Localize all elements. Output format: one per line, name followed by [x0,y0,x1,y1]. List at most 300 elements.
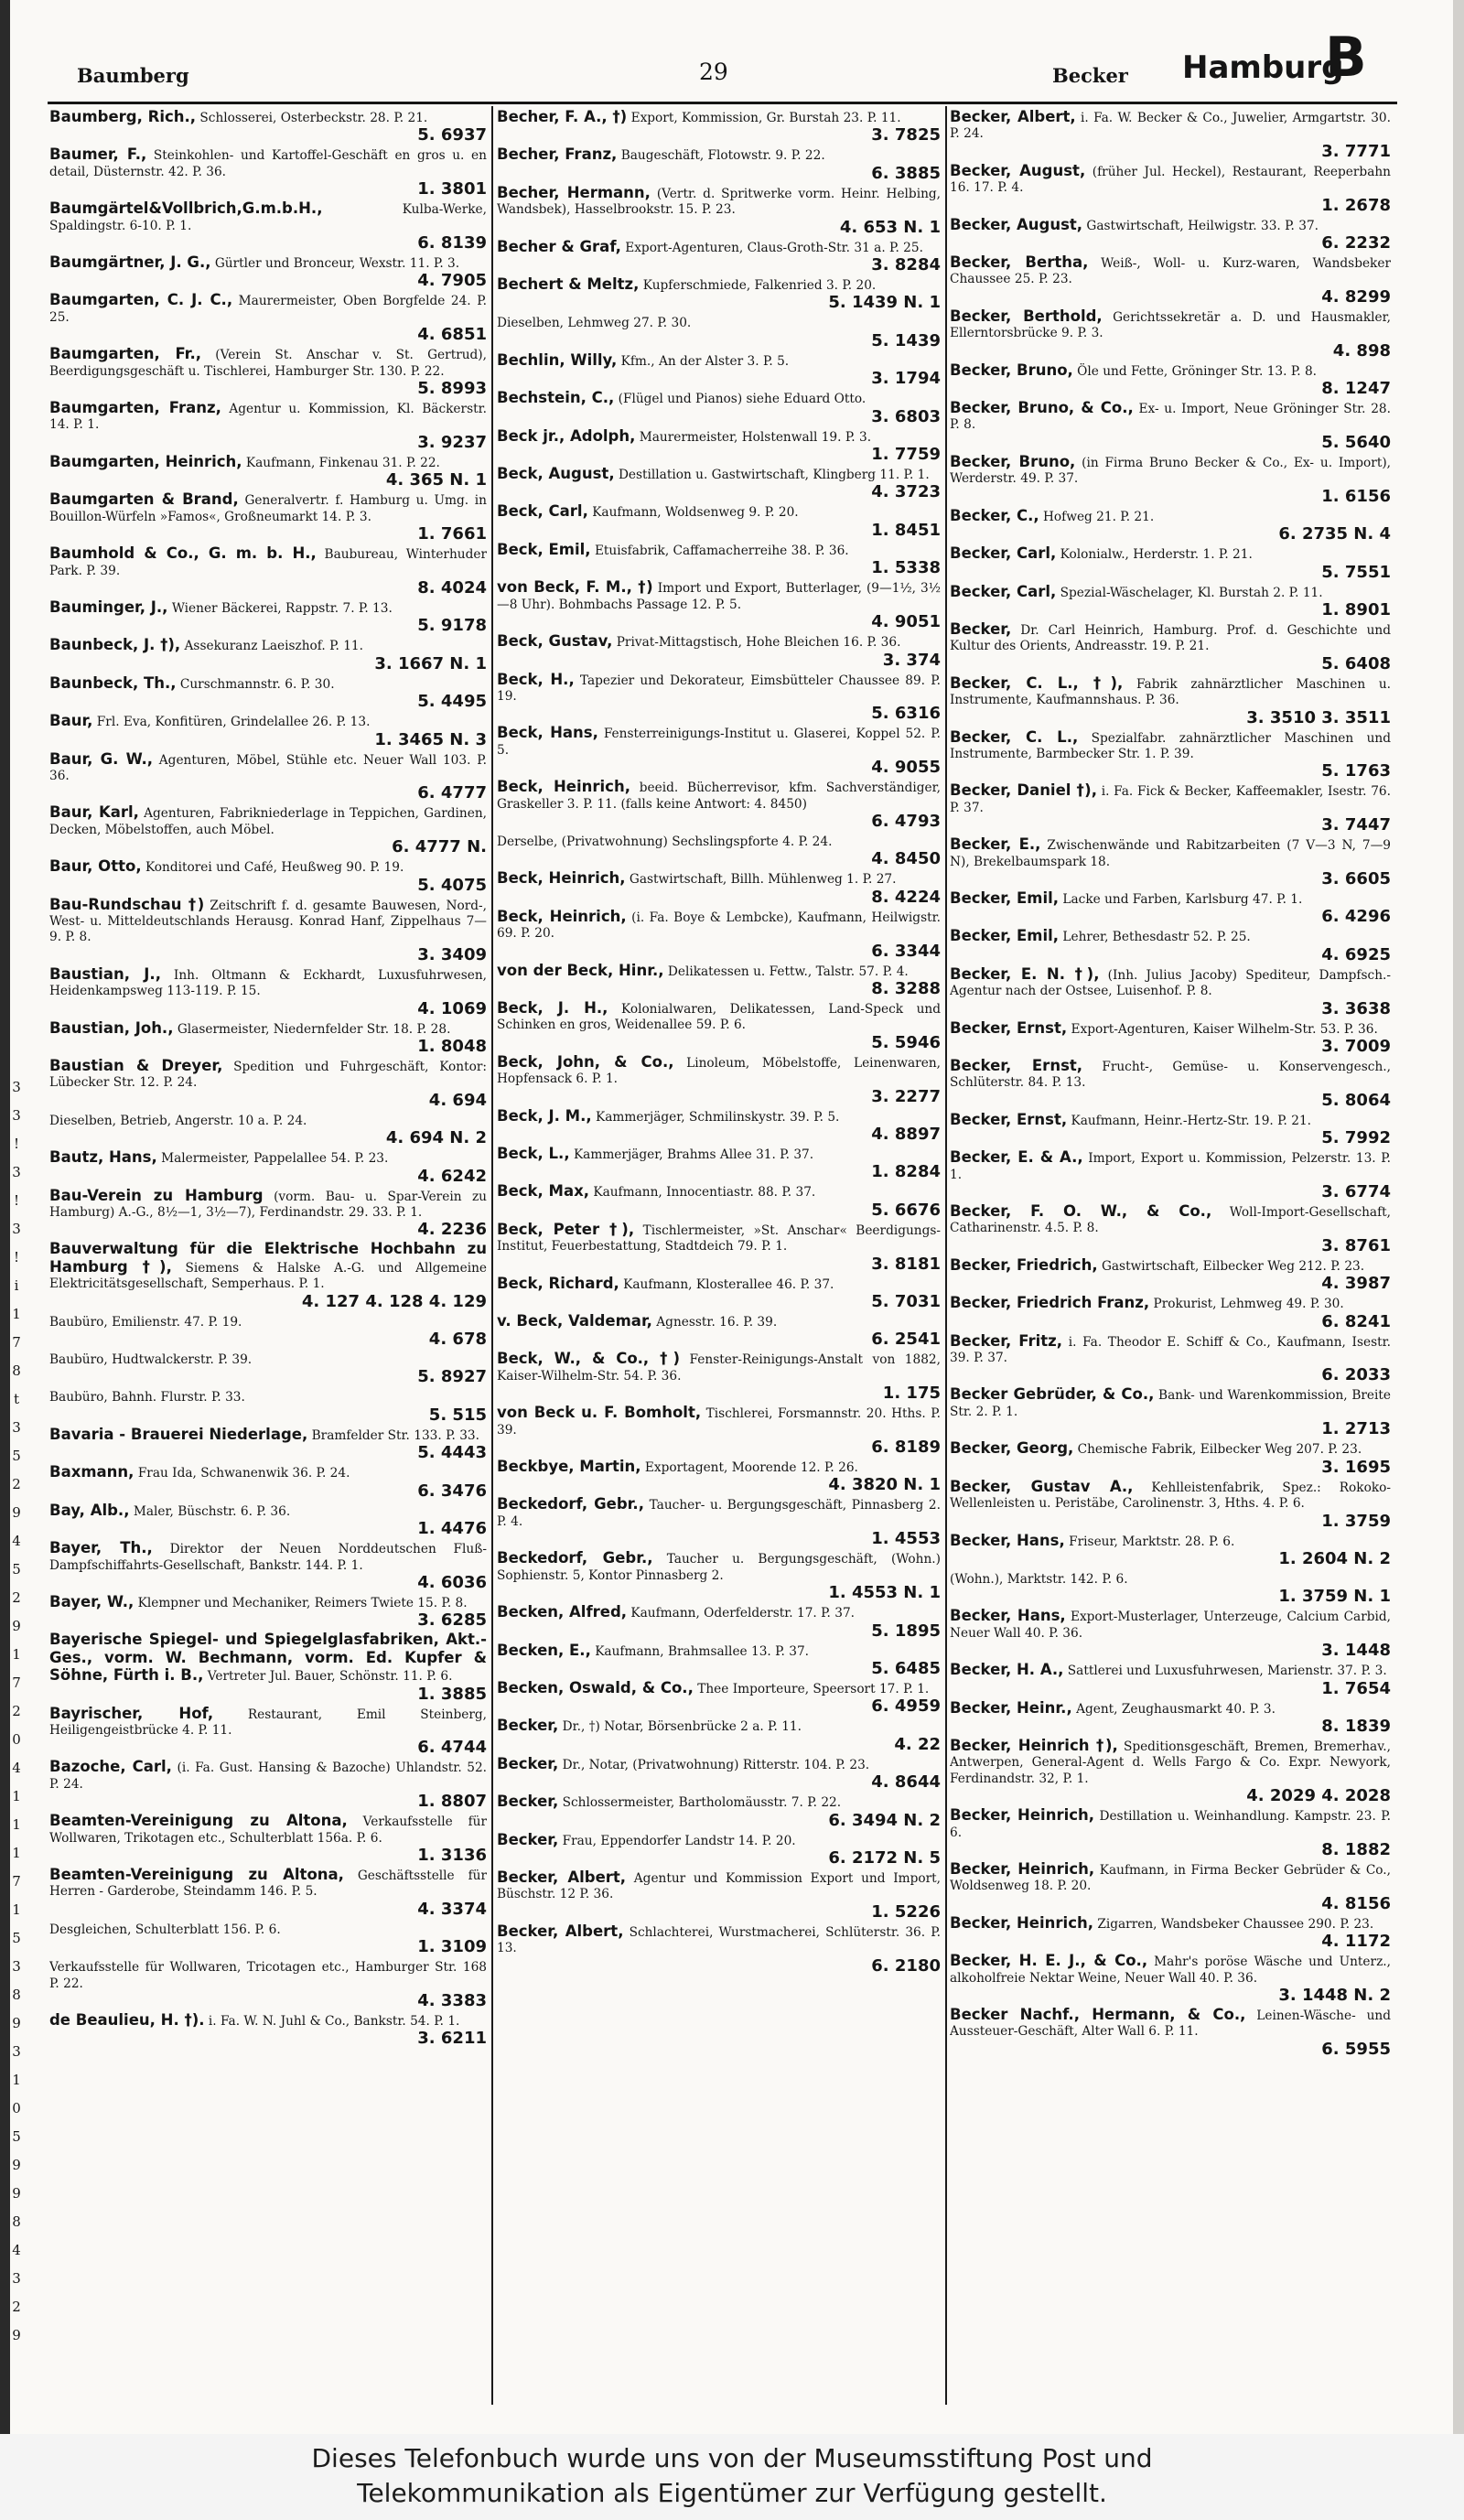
entry-name: Becker, [497,1793,559,1811]
margin-fragment: 4 [12,1760,21,1776]
entry-phone-number: 4. 9051 [871,612,941,632]
directory-entry [950,928,1391,964]
entry-phone-number: 1. 4553 [871,1529,941,1549]
entry-phone-number: 5. 8927 [417,1367,487,1387]
entry-details: Kammerjäger, Schmilinskystr. 39. P. 5. [596,1109,840,1125]
entry-details: Export, Kommission, Gr. Burstah 23. P. 11. [630,111,901,125]
directory-entry [950,400,1391,452]
entry-details: Spedition und Fuhrgeschäft, Kontor: Lübecker Str. 12. P. 24. [49,1060,487,1091]
entry-name: Beckedorf, Gebr., [497,1549,653,1567]
entry-phone-number: 5. 515 [428,1405,487,1425]
directory-entry [497,1000,941,1052]
directory-entry [49,1867,487,1919]
entry-name: Becker, [497,1754,559,1772]
directory-entry [49,2012,487,2048]
margin-fragment: 2 [12,1703,21,1719]
entry-details: Baubüro, Bahnh. Flurstr. P. 33. [49,1390,245,1405]
directory-entry [497,503,941,539]
entry-details: Dr., †) Notar, Börsenbrücke 2 a. P. 11. [562,1719,802,1735]
entry-details: Tapezier und Dekorateur, Eimsbütteler Chaussee 89. P. 19. [497,673,941,704]
directory-entry [950,782,1391,835]
entry-phone-number: 4. 127 4. 128 4. 129 [301,1291,487,1311]
entry-details: (i. Fa. Gust. Hansing & Bazoche) Uhlandstr. 52. P. 24. [49,1761,487,1792]
margin-fragment: 4 [12,2242,21,2258]
directory-entry [950,1570,1391,1606]
entry-details: Import, Export u. Kommission, Pelzerstr. 13. P. 1. [950,1151,1391,1182]
entry-details: Konditorei und Café, Heußweg 90. P. 19. [145,860,404,876]
entry-name: Baustian & Dreyer, [49,1057,223,1074]
entry-details: Assekuranz Laeiszhof. P. 11. [184,639,363,654]
entry-phone-number: 3. 7009 [1321,1037,1391,1056]
entry-phone-number: 1. 6156 [1321,486,1391,506]
directory-entry [497,1642,941,1678]
entry-name: Beck, Emil, [497,540,591,558]
column-rule [491,106,493,2405]
entry-name: Bautz, Hans, [49,1148,157,1167]
entry-phone-number: 6. 2232 [1321,233,1391,253]
entry-phone-number: 1. 5338 [871,558,941,578]
entry-name: Beck, H., [497,670,575,688]
entry-phone-number: 5. 7031 [871,1292,941,1312]
entry-phone-number: 6. 2541 [871,1330,941,1350]
entry-phone-number: 6. 4744 [417,1738,487,1758]
entry-phone-number: 5. 8993 [417,379,487,399]
entry-details: Kaufmann, Heinr.-Hertz-Str. 19. P. 21. [1071,1113,1312,1128]
margin-fragment: 3 [12,1419,21,1436]
entry-name: Beck, Max, [497,1182,589,1201]
entry-details: (vorm. Bau- u. Spar-Verein zu Hamburg) A.-G., 8½—1, 3½—7), Ferdinandstr. 29. 33. P. 1. [49,1189,487,1221]
margin-fragments [10,0,23,2434]
entry-details: i. Fa. Fick & Becker, Kaffeemakler, Isestr. 76. P. 37. [950,784,1391,815]
entry-details: Dr., Notar, (Privatwohnung) Ritterstr. 104. P. 23. [562,1757,870,1772]
entry-name: Becker, C. L., †), [950,673,1124,692]
entry-name: Beck, August, [497,465,615,483]
margin-fragment: 5 [12,2128,21,2145]
entry-phone-number: 3. 3638 [1321,998,1391,1018]
entry-details: Gastwirtschaft, Heilwigstr. 33. P. 37. [1086,218,1319,233]
entry-name: Bayer, W., [49,1592,135,1610]
margin-fragment: 1 [12,1646,21,1663]
entry-name: Becher, Hermann, [497,183,651,201]
entry-details: Kaufmann, Innocentiastr. 88. P. 37. [593,1185,816,1201]
entry-name: Becker, August, [950,215,1083,233]
entry-details: Tischlerei, Forsmannstr. 20. Hths. P. 39. [497,1406,941,1438]
margin-fragment: 3 [12,1079,21,1095]
entry-name: Becker, C. L., [950,727,1079,746]
entry-phone-number: 3. 9237 [417,432,487,452]
entry-phone-number: 5. 6408 [1321,653,1391,673]
entry-name: Beck, Carl, [497,502,588,521]
entry-name: v. Beck, Valdemar, [497,1312,652,1330]
entry-phone-number: 3. 1667 N. 1 [374,653,487,673]
page-edge [1453,0,1464,2434]
directory-entry [497,909,941,961]
directory-entry [497,779,941,831]
entry-details: Lacke und Farben, Karlsburg 47. P. 1. [1062,891,1303,907]
directory-entry [497,239,941,275]
margin-fragment: i [14,1277,19,1294]
entry-phone-number: 8. 4024 [417,577,487,598]
entry-details: Mahr's poröse Wäsche und Unterz., alkoholfreie Nektar Weine, Neuer Wall 40. P. 36. [950,1955,1391,1986]
directory-entry [49,200,487,253]
directory-entry [49,1388,487,1424]
directory-entry [497,1405,941,1457]
entry-name: Baur, [49,712,93,730]
directory-entry [497,870,941,906]
entry-phone-number: 6. 2735 N. 4 [1278,524,1391,544]
entry-details: Kehlleistenfabrik, Spez.: Rokoko-Wellenleisten u. Peristäbe, Carolinenstr. 3, Hths. 4. P. 6. [950,1480,1391,1512]
margin-fragment: 1 [12,1845,21,1861]
entry-details: Destillation u. Weinhandlung. Kampstr. 23. P. 6. [950,1809,1391,1840]
margin-fragment: 7 [12,1675,21,1691]
entry-details: Woll-Import-Gesellschaft, Catharinenstr. 4.5. P. 8. [950,1205,1391,1236]
entry-name: Becker, Ernst, [950,1057,1083,1074]
entry-name: Becker, [950,619,1012,638]
entry-details: Ex- u. Import, Neue Gröninger Str. 28. P. 8. [950,402,1391,433]
directory-entry [950,1533,1391,1568]
page-number: 29 [699,59,728,85]
entry-details: Geschäftsstelle für Herren - Garderobe, Steindamm 146. P. 5. [49,1868,487,1900]
directory-entry [49,897,487,964]
entry-name: Baxmann, [49,1463,135,1481]
entry-phone-number: 4. 3383 [417,1991,487,2010]
entry-details: Thee Importeure, Speersort 17. P. 1. [697,1681,930,1696]
entry-details: Fabrik zahnärztlicher Maschinen u. Instrumente, Kaufmannshaus. P. 36. [950,676,1391,708]
entry-phone-number: 6. 8189 [871,1438,941,1458]
entry-name: Becker, Heinrich, [950,1806,1095,1825]
entry-details: Spezial-Wäschelager, Kl. Burstah 2. P. 11. [1060,585,1323,600]
entry-name: Becher, Franz, [497,145,618,164]
margin-fragment: 0 [12,2100,21,2116]
entry-name: Becher, F. A., †) [497,109,628,125]
entry-name: Becken, Alfred, [497,1603,628,1621]
entry-details: Frau Ida, Schwanenwik 36. P. 24. [137,1466,350,1481]
margin-fragment: 2 [12,2299,21,2315]
directory-entry [497,1832,941,1868]
entry-details: Gürtler und Bronceur, Wexstr. 11. P. 3. [214,256,460,272]
directory-entry [497,1718,941,1753]
entry-name: Becker, Emil, [950,927,1060,945]
margin-fragment: 9 [12,2185,21,2202]
entry-phone-number: 3. 1695 [1321,1457,1391,1477]
entry-details: (Verein St. Anschar v. St. Gertrud), Beerdigungsgeschäft u. Tischlerei, Hamburger Str. 130. P. 22. [49,348,487,379]
entry-details: Agenturen, Möbel, Stühle etc. Neuer Wall 103. P. 36. [49,752,487,783]
column-rule [945,106,947,2405]
directory-entry [950,836,1391,888]
entry-phone-number: 1. 3759 N. 1 [1278,1587,1391,1607]
entry-details: Baugeschäft, Flotowstr. 9. P. 22. [620,148,825,164]
entry-name: Beamten-Vereinigung zu Altona, [49,1865,344,1883]
entry-name: Becker, Bruno, [950,361,1073,379]
entry-name: Becker, F. O. W., & Co., [950,1202,1212,1221]
directory-entry [497,185,941,237]
entry-name: Becken, E., [497,1641,591,1659]
entry-name: Baustian, J., [49,964,161,983]
entry-details: Kfm., An der Alster 3. P. 5. [620,353,790,369]
entry-name: Becker, Hans, [950,1607,1066,1625]
entry-phone-number: 1. 5226 [871,1901,941,1922]
entry-name: Becker, Heinrich, [950,1859,1095,1878]
entry-phone-number: 5. 9178 [417,616,487,636]
directory-entry [49,1149,487,1185]
entry-name: Beck, J. H., [497,998,608,1017]
directory-entry [950,545,1391,581]
entry-phone-number: 1. 3801 [417,179,487,199]
directory-entry [950,1807,1391,1859]
entry-details: (Flügel und Pianos) siehe Eduard Otto. [618,392,867,407]
entry-details: Agentur u. Kommission, Kl. Bäckerstr. 14. P. 1. [49,402,487,433]
directory-entry [950,1953,1391,2005]
book-spine [0,0,10,2434]
entry-name: Becker, H. E. J., & Co., [950,1952,1148,1970]
entry-name: Beck, W., & Co., †) [497,1350,681,1368]
directory-entry [497,963,941,998]
margin-fragment: 3 [12,1221,21,1237]
entry-phone-number: 4. 8299 [1321,286,1391,307]
entry-name: Becker, Emil, [950,888,1060,907]
entry-details: Kaufmann, in Firma Becker Gebrüder & Co., Woldsenweg 18. P. 20. [950,1862,1391,1894]
directory-entry [950,217,1391,253]
entry-phone-number: 4. 8156 [1321,1893,1391,1913]
section-letter: B [1325,26,1367,90]
entry-phone-number: 4. 2029 4. 2028 [1246,1786,1391,1806]
entry-name: Bauverwaltung für die Elektrische Hochbahn zu Hamburg †), [49,1240,487,1276]
directory-entry [950,1257,1391,1293]
directory-entry [497,428,941,464]
directory-entry [49,254,487,290]
ownership-notice-line-2: Telekommunikation als Eigentümer zur Verfügung gestellt. [357,2478,1107,2508]
entry-name: Becker, Carl, [950,582,1057,600]
entry-phone-number: 1. 3136 [417,1845,487,1865]
entry-details: Zwischenwände und Rabitzarbeiten (7 V—3 N, 7—9 N), Brekelbaumspark 18. [950,838,1391,869]
entry-phone-number: 5. 6676 [871,1200,941,1220]
entry-name: Becker, Daniel †), [950,781,1097,800]
entry-phone-number: 1. 7759 [871,445,941,465]
entry-phone-number: 4. 6036 [417,1572,487,1592]
directory-column-3 [950,109,1391,2401]
directory-entry [49,966,487,1018]
directory-entry [950,1149,1391,1201]
entry-phone-number: 1. 3885 [417,1684,487,1704]
entry-name: von Beck u. F. Bomholt, [497,1404,702,1422]
entry-details: Kammerjäger, Brahms Allee 31. P. 37. [573,1147,814,1162]
entry-details: Etuisfabrik, Caffamacherreihe 38. P. 36. [594,543,849,558]
entry-name: Beck, J. M., [497,1106,592,1125]
entry-details: Friseur, Marktstr. 28. P. 6. [1069,1534,1235,1549]
entry-name: Baur, G. W., [49,749,153,768]
entry-phone-number: 3. 7447 [1321,815,1391,835]
entry-details: Taucher- u. Bergungsgeschäft, Pinnasberg 2. P. 4. [497,1498,941,1529]
directory-entry [49,1058,487,1110]
entry-phone-number: 4. 8450 [871,849,941,869]
directory-entry [497,1351,941,1403]
entry-details: Hofweg 21. P. 21. [1043,509,1155,524]
entry-details: Bank- und Warenkommission, Breite Str. 2. P. 1. [950,1388,1391,1419]
directory-entry [950,1662,1391,1697]
entry-details: Weiß-, Woll- u. Kurz-waren, Wandsbeker Chaussee 25. P. 23. [950,256,1391,287]
entry-name: Baumgärtel&Vollbrich,G.m.b.H., [49,199,323,218]
entry-name: de Beaulieu, H. †). [49,2011,205,2029]
entry-phone-number: 4. 898 [1332,340,1391,361]
entry-phone-number: 3. 6285 [417,1610,487,1631]
entry-phone-number: 6. 2033 [1321,1365,1391,1385]
entry-details: Exportagent, Moorende 12. P. 26. [644,1460,858,1476]
directory-entry [49,1813,487,1865]
entry-details: Frau, Eppendorfer Landstr 14. P. 20. [562,1833,796,1848]
entry-details: Baubüro, Emilienstr. 47. P. 19. [49,1314,242,1330]
running-head-last-entry: Becker [1052,64,1128,87]
directory-entry [950,1738,1391,1805]
entry-name: Bau-Rundschau †) [49,895,205,913]
margin-fragment: 9 [12,2015,21,2031]
entry-phone-number: 3. 3510 3. 3511 [1246,707,1391,727]
entry-phone-number: 1. 8048 [417,1037,487,1056]
entry-name: Beck, Heinrich, [497,869,626,888]
entry-details: Prokurist, Lehmweg 49. P. 30. [1153,1297,1344,1312]
directory-entry [497,1604,941,1640]
entry-details: Kolonialw., Herderstr. 1. P. 21. [1060,547,1253,563]
directory-entry [950,254,1391,307]
directory-entry [49,1020,487,1056]
entry-name: Baumer, F., [49,145,147,164]
entry-details: Dieselben, Lehmweg 27. P. 30. [497,316,692,331]
directory-entry [950,109,1391,161]
directory-entry [49,1112,487,1147]
directory-entry [950,1386,1391,1438]
entry-details: Generalvertr. f. Hamburg u. Umg. in Bouillon-Würfeln »Famos«, Großneumarkt 14. P. 3. [49,493,487,524]
entry-phone-number: 3. 6605 [1321,868,1391,888]
entry-name: Becker, [497,1717,559,1735]
entry-name: Beck, Heinrich, [497,778,630,796]
entry-details: Agentur und Kommission Export und Import, Büschstr. 12 P. 36. [497,1870,941,1902]
directory-entry [49,346,487,398]
entry-name: Becker, Albert, [497,1922,624,1940]
entry-name: Baumgarten, C. J. C., [49,291,233,309]
directory-entry [497,1793,941,1829]
directory-entry [497,1108,941,1144]
entry-details: Schlachterei, Wurstmacherei, Schlüterstr. 36. P. 13. [497,1924,941,1956]
entry-details: Wiener Bäckerei, Rappstr. 7. P. 13. [171,600,393,616]
directory-entry [950,362,1391,398]
entry-details: (Vertr. d. Spritwerke vorm. Heinr. Helbing, Wandsbek), Hasselbrookstr. 15. P. 23. [497,186,941,218]
entry-phone-number: 5. 7992 [1321,1128,1391,1148]
entry-details: Dieselben, Betrieb, Angerstr. 10 a. P. 24. [49,1113,307,1128]
entry-phone-number: 6. 8139 [417,233,487,253]
margin-fragment: 5 [12,1930,21,1946]
directory-entry [497,1054,941,1106]
entry-name: Bau-Verein zu Hamburg [49,1186,264,1204]
entry-name: Becker, Fritz, [950,1331,1063,1350]
entry-phone-number: 5. 4443 [417,1443,487,1463]
directory-entry [49,1313,487,1349]
entry-phone-number: 8. 1247 [1321,379,1391,399]
entry-phone-number: 3. 8181 [871,1254,941,1274]
margin-fragment: 9 [12,2327,21,2343]
entry-phone-number: 4. 2236 [417,1220,487,1240]
entry-details: (Wohn.), Marktstr. 142. P. 6. [950,1571,1128,1587]
directory-entry [49,1188,487,1240]
entry-details: Import und Export, Butterlager, (9—1½, 3½—8 Uhr). Bohmbachs Passage 12. P. 5. [497,581,941,612]
directory-entry [950,1058,1391,1110]
directory-entry [497,1183,941,1219]
header-rule [48,102,1397,104]
directory-entry [950,1295,1391,1330]
entry-phone-number: 1. 3465 N. 3 [374,729,487,749]
entry-name: Baumhold & Co., G. m. b. H., [49,544,317,563]
entry-phone-number: 4. 3723 [871,482,941,502]
directory-entry [497,633,941,669]
entry-details: Agnesstr. 16. P. 39. [656,1315,778,1330]
entry-details: Steinkohlen- und Kartoffel-Geschäft en gros u. en detail, Düsternstr. 42. P. 36. [49,148,487,179]
directory-entry [49,1464,487,1500]
entry-phone-number: 1. 2604 N. 2 [1278,1548,1391,1568]
entry-details: Siemens & Halske A.-G. und Allgemeine Elektricitätsgesellschaft, Semperhaus. P. 1. [49,1260,487,1292]
directory-entry [497,1222,941,1274]
entry-details: Kulba-Werke, Spaldingstr. 6-10. P. 1. [49,202,487,233]
entry-name: Bayerische Spiegel- und Spiegelglasfabriken, Akt.-Ges., vorm. W. Bechmann, vorm. Ed. Kupfer & Söhne, Fürth i. B., [49,1631,487,1685]
entry-name: Becker, E., [950,835,1041,854]
entry-phone-number: 6. 5955 [1321,2039,1391,2059]
entry-name: Baunbeck, J. †), [49,636,181,654]
entry-details: Export-Agenturen, Claus-Groth-Str. 31 a. P. 25. [625,240,923,255]
entry-name: Beck, Gustav, [497,632,613,651]
entry-name: Becker, Hans, [950,1531,1065,1549]
entry-name: Beck, Peter †), [497,1220,635,1238]
entry-phone-number: 6. 3494 N. 2 [828,1810,941,1830]
directory-entry [497,146,941,182]
entry-phone-number: 6. 3476 [417,1481,487,1501]
directory-entry [950,163,1391,215]
margin-fragment: 1 [12,2072,21,2088]
entry-name: Bechert & Meltz, [497,275,640,294]
directory-entry [49,109,487,145]
entry-name: Becker, E. N. †), [950,964,1100,983]
entry-phone-number: 5. 4075 [417,875,487,895]
entry-details: Export-Agenturen, Kaiser Wilhelm-Str. 53. P. 36. [1071,1021,1378,1037]
entry-phone-number: 5. 7551 [1321,562,1391,582]
entry-phone-number: 1. 8451 [871,520,941,540]
directory-entry [950,890,1391,926]
directory-entry [497,1459,941,1494]
entry-name: Becker, Albert, [497,1868,627,1886]
entry-details: Leinen-Wäsche- und Aussteuer-Geschäft, Alter Wall 6. P. 11. [950,2008,1391,2040]
entry-details: Verkaufsstelle für Wollwaren, Tricotagen etc., Hamburger Str. 168 P. 22. [49,1960,487,1991]
directory-entry [497,579,941,631]
entry-details: Maler, Büschstr. 6. P. 36. [133,1503,291,1519]
entry-name: von Beck, F. M., †) [497,578,653,597]
entry-phone-number: 5. 1895 [871,1621,941,1641]
directory-entry [950,454,1391,506]
entry-details: Fenster-Reinigungs-Anstalt von 1882, Kaiser-Wilhelm-Str. 54. P. 36. [497,1352,941,1384]
entry-details: Desgleichen, Schulterblatt 156. P. 6. [49,1922,281,1937]
margin-fragment: ! [13,1136,20,1152]
entry-details: (früher Jul. Heckel), Restaurant, Reeperbahn 16. 17. P. 4. [950,164,1391,196]
entry-name: Becker, Gustav A., [950,1477,1134,1495]
directory-entry [49,1241,487,1310]
margin-fragment: 2 [12,1589,21,1606]
directory-entry [950,584,1391,619]
directory-entry [497,833,941,868]
margin-fragment: 1 [12,1816,21,1833]
entry-name: Baumgärtner, J. G., [49,253,211,272]
entry-phone-number: 3. 7825 [871,125,941,145]
directory-entry [497,1146,941,1181]
entry-name: Becker, [497,1830,559,1848]
directory-entry [49,637,487,673]
entry-details: i. Fa. Theodor E. Schiff & Co., Kaufmann, Isestr. 39. P. 37. [950,1334,1391,1366]
directory-entry [49,454,487,490]
entry-phone-number: 6. 8241 [1321,1311,1391,1331]
